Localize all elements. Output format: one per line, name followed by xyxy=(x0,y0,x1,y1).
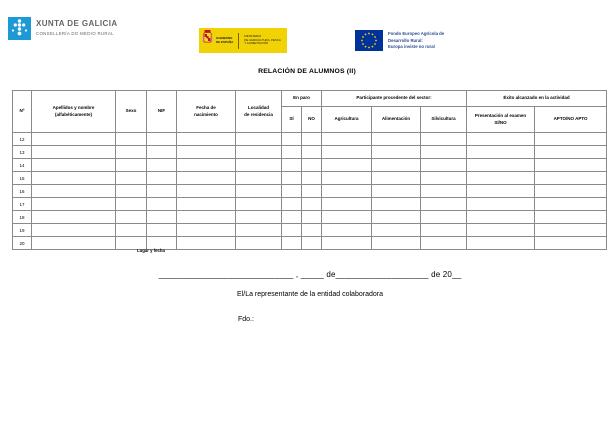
group-header-sector: Participante procedente del sector: xyxy=(322,91,467,107)
row-number: 19 xyxy=(13,224,32,237)
xunta-logo-text xyxy=(36,17,118,36)
cell-paro-si xyxy=(282,198,302,211)
cell-apto xyxy=(535,185,607,198)
eu-flag-icon xyxy=(355,30,383,51)
cell-presentacion xyxy=(467,172,535,185)
cell-sexo xyxy=(116,198,147,211)
date-signature-line: _____________________________ , _____ de____________________ de 20__ xyxy=(158,270,462,279)
cell-fecha xyxy=(177,133,236,146)
cell-silvicultura xyxy=(421,159,467,172)
cell-fecha xyxy=(177,159,236,172)
cell-apellidos xyxy=(32,133,116,146)
cell-alimentacion xyxy=(372,198,421,211)
col-header-localidad xyxy=(236,91,282,133)
ministry-name-line3: Y ALIMENTACIÓN xyxy=(244,41,269,46)
table-row xyxy=(13,159,607,172)
cell-sexo xyxy=(116,133,147,146)
cell-apellidos xyxy=(32,146,116,159)
cell-silvicultura xyxy=(421,224,467,237)
row-number: 15 xyxy=(13,172,32,185)
cell-presentacion xyxy=(467,237,535,250)
ministry-divider xyxy=(238,33,239,49)
col-header-no: NO xyxy=(302,107,322,133)
cell-sexo xyxy=(116,185,147,198)
col-header-fecha xyxy=(177,91,236,133)
cell-agricultura xyxy=(322,146,372,159)
eu-text-line1: Fondo Europeo Agrícola de xyxy=(388,31,445,36)
eu-feader-text xyxy=(388,30,444,51)
col-header-apto: APTO/NO APTO xyxy=(535,107,607,133)
cell-paro-no xyxy=(302,224,322,237)
cell-localidad xyxy=(236,159,282,172)
lugar-y-fecha-label: Lugar y fecha xyxy=(137,248,165,253)
localidad-line1: Localidad xyxy=(247,104,269,110)
ministry-logo xyxy=(199,28,287,53)
cell-localidad xyxy=(236,185,282,198)
cell-paro-si xyxy=(282,172,302,185)
cell-sexo xyxy=(116,211,147,224)
presentacion-line1: Presentación al examen xyxy=(474,112,527,118)
cell-presentacion xyxy=(467,211,535,224)
cell-agricultura xyxy=(322,185,372,198)
col-header-num: Nº xyxy=(13,91,32,133)
table-row xyxy=(13,211,607,224)
cell-sexo xyxy=(116,146,147,159)
cell-paro-si xyxy=(282,133,302,146)
cell-paro-no xyxy=(302,211,322,224)
cell-apto xyxy=(535,159,607,172)
table-row xyxy=(13,172,607,185)
cell-localidad xyxy=(236,146,282,159)
cell-apto xyxy=(535,146,607,159)
cell-fecha xyxy=(177,224,236,237)
cell-fecha xyxy=(177,211,236,224)
col-header-agricultura: Agricultura xyxy=(322,107,372,133)
presentacion-line2: SÍ/NO xyxy=(494,119,507,125)
cell-presentacion xyxy=(467,159,535,172)
cell-apellidos xyxy=(32,172,116,185)
gobierno-line2: DE ESPAÑA xyxy=(216,39,234,44)
cell-presentacion xyxy=(467,146,535,159)
cell-sexo xyxy=(116,224,147,237)
cell-alimentacion xyxy=(372,237,421,250)
gobierno-espana-label xyxy=(216,37,233,45)
cell-nif xyxy=(147,133,177,146)
cell-localidad xyxy=(236,133,282,146)
cell-nif xyxy=(147,224,177,237)
cell-presentacion xyxy=(467,198,535,211)
cell-nif xyxy=(147,146,177,159)
cell-paro-no xyxy=(302,185,322,198)
col-header-nif: NIF xyxy=(147,91,177,133)
apellidos-line1: Apellidos y nombre xyxy=(52,104,95,110)
col-header-presentacion xyxy=(467,107,535,133)
students-table xyxy=(12,90,607,250)
table-row xyxy=(13,146,607,159)
cell-paro-si xyxy=(282,146,302,159)
row-number: 13 xyxy=(13,146,32,159)
row-number: 18 xyxy=(13,211,32,224)
group-header-exito: Éxito alcanzado en la actividad xyxy=(467,91,607,107)
cell-fecha xyxy=(177,198,236,211)
cell-apto xyxy=(535,133,607,146)
col-header-silvicultura: Silvicultura xyxy=(421,107,467,133)
cell-alimentacion xyxy=(372,211,421,224)
xunta-subtitle: CONSELLERÍA DO MEDIO RURAL xyxy=(36,30,114,36)
apellidos-line2: (alfabéticamente) xyxy=(54,111,92,117)
cell-paro-si xyxy=(282,211,302,224)
cell-paro-no xyxy=(302,172,322,185)
cell-nif xyxy=(147,198,177,211)
cell-apellidos xyxy=(32,211,116,224)
cell-alimentacion xyxy=(372,172,421,185)
cell-localidad xyxy=(236,211,282,224)
cell-presentacion xyxy=(467,185,535,198)
table-row xyxy=(13,224,607,237)
cell-silvicultura xyxy=(421,133,467,146)
cell-apellidos xyxy=(32,237,116,250)
eu-text-line3: Europa inviste no rural xyxy=(388,44,435,50)
fdo-label: Fdo.: xyxy=(238,316,254,323)
cell-agricultura xyxy=(322,133,372,146)
table-header xyxy=(13,91,607,133)
cell-fecha xyxy=(177,172,236,185)
gobierno-line1: GOBIERNO xyxy=(216,35,233,40)
cell-localidad xyxy=(236,198,282,211)
cell-presentacion xyxy=(467,133,535,146)
col-header-apellidos xyxy=(32,91,116,133)
cell-apto xyxy=(535,237,607,250)
ministry-name xyxy=(244,35,281,46)
cell-silvicultura xyxy=(421,211,467,224)
cell-apellidos xyxy=(32,198,116,211)
cell-alimentacion xyxy=(372,224,421,237)
table-body xyxy=(13,133,607,250)
cell-apto xyxy=(535,224,607,237)
cell-silvicultura xyxy=(421,146,467,159)
row-number: 17 xyxy=(13,198,32,211)
cell-apto xyxy=(535,172,607,185)
cell-fecha xyxy=(177,237,236,250)
cell-silvicultura xyxy=(421,172,467,185)
spain-coat-of-arms-icon xyxy=(202,29,213,52)
cell-agricultura xyxy=(322,237,372,250)
fecha-line1: Fecha de xyxy=(196,104,216,110)
cell-agricultura xyxy=(322,224,372,237)
row-number: 14 xyxy=(13,159,32,172)
cell-nif xyxy=(147,159,177,172)
cell-apellidos xyxy=(32,185,116,198)
col-header-sexo: Sexo xyxy=(116,91,147,133)
cell-alimentacion xyxy=(372,185,421,198)
cell-alimentacion xyxy=(372,146,421,159)
cell-paro-no xyxy=(302,146,322,159)
cell-alimentacion xyxy=(372,159,421,172)
row-number: 12 xyxy=(13,133,32,146)
col-header-si: SÍ xyxy=(282,107,302,133)
localidad-line2: de residencia xyxy=(244,111,273,117)
cell-presentacion xyxy=(467,224,535,237)
cell-paro-no xyxy=(302,198,322,211)
cell-fecha xyxy=(177,185,236,198)
cell-sexo xyxy=(116,172,147,185)
cell-nif xyxy=(147,185,177,198)
ministry-name-line2: DE AGRICULTURA, PESCA xyxy=(244,37,281,42)
cell-nif xyxy=(147,211,177,224)
fecha-line2: nacimiento xyxy=(194,111,218,117)
cell-paro-si xyxy=(282,159,302,172)
cell-agricultura xyxy=(322,159,372,172)
representative-label: El/La representante de la entidad colaboradora xyxy=(237,291,383,298)
cell-paro-si xyxy=(282,237,302,250)
table-row xyxy=(13,133,607,146)
col-header-alimentacion: Alimentación xyxy=(372,107,421,133)
cell-paro-si xyxy=(282,185,302,198)
cell-nif xyxy=(147,172,177,185)
cell-silvicultura xyxy=(421,185,467,198)
cell-apto xyxy=(535,198,607,211)
cell-apellidos xyxy=(32,224,116,237)
cell-localidad xyxy=(236,224,282,237)
cell-apellidos xyxy=(32,159,116,172)
cell-alimentacion xyxy=(372,133,421,146)
eu-feader-logo xyxy=(355,30,444,51)
cell-apto xyxy=(535,211,607,224)
group-header-en-paro: En paro xyxy=(282,91,322,107)
cell-agricultura xyxy=(322,172,372,185)
row-number: 20 xyxy=(13,237,32,250)
cell-paro-no xyxy=(302,159,322,172)
cell-silvicultura xyxy=(421,198,467,211)
table-row xyxy=(13,237,607,250)
table-row xyxy=(13,185,607,198)
cell-paro-si xyxy=(282,224,302,237)
xunta-logo xyxy=(8,17,118,40)
cell-silvicultura xyxy=(421,237,467,250)
xunta-cross-icon xyxy=(8,17,31,40)
cell-agricultura xyxy=(322,198,372,211)
xunta-title: XUNTA DE GALICIA xyxy=(36,19,118,28)
cell-agricultura xyxy=(322,211,372,224)
cell-paro-no xyxy=(302,133,322,146)
eu-text-line2: Desarrollo Rural: xyxy=(388,37,423,43)
cell-localidad xyxy=(236,172,282,185)
table-row xyxy=(13,198,607,211)
cell-fecha xyxy=(177,146,236,159)
ministry-name-line1: MINISTERIO xyxy=(244,33,262,38)
page-title: RELACIÓN DE ALUMNOS (II) xyxy=(258,68,356,75)
row-number: 16 xyxy=(13,185,32,198)
cell-localidad xyxy=(236,237,282,250)
cell-sexo xyxy=(116,159,147,172)
cell-paro-no xyxy=(302,237,322,250)
